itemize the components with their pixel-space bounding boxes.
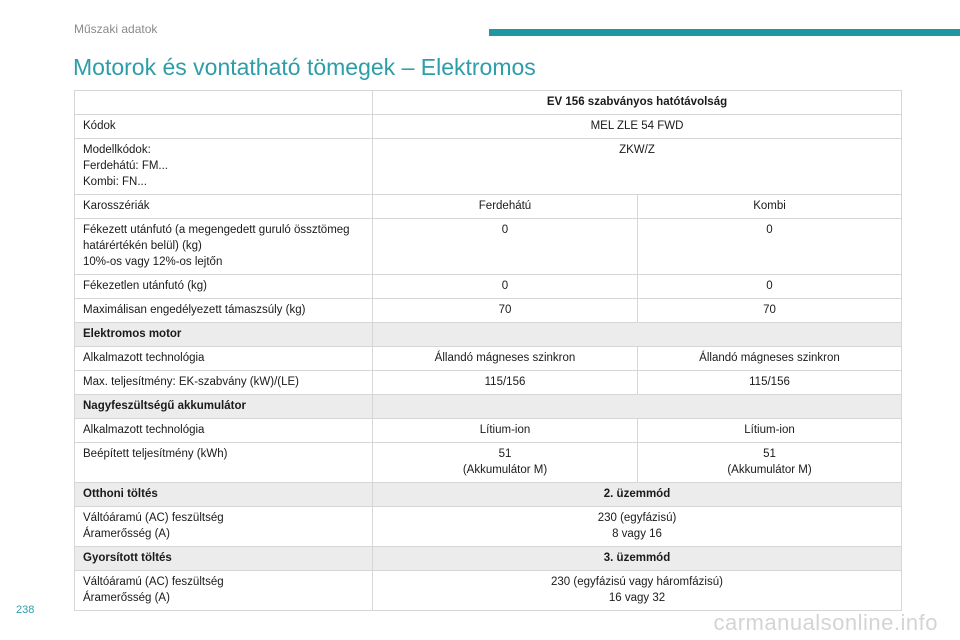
watermark-logo: carmanualsonline.info — [713, 610, 938, 635]
row-value: 0 — [373, 275, 638, 299]
row-value: 70 — [373, 299, 638, 323]
row-label: Modellkódok: Ferdehátú: FM... Kombi: FN... — [75, 139, 373, 195]
table-row — [75, 571, 902, 611]
table-row — [75, 347, 902, 371]
row-label: Fékezetlen utánfutó (kg) — [75, 275, 373, 299]
table-row — [75, 443, 902, 483]
header-accent-bar — [489, 29, 960, 36]
section-heading: Nagyfeszültségű akkumulátor — [75, 395, 373, 419]
table-section-row — [75, 323, 902, 347]
page-title: Motorok és vontatható tömegek – Elektromos — [73, 54, 536, 80]
table-row — [75, 371, 902, 395]
table-section-row — [75, 483, 902, 507]
row-value: Lítium-ion — [638, 419, 902, 443]
row-value: 51 (Akkumulátor M) — [638, 443, 902, 483]
table-row — [75, 195, 902, 219]
charging-mode: 2. üzemmód — [373, 483, 902, 507]
table-row — [75, 139, 902, 195]
row-label: Max. teljesítmény: EK-szabvány (kW)/(LE) — [75, 371, 373, 395]
table-row — [75, 275, 902, 299]
row-label: Váltóáramú (AC) feszültség Áramerősség (A) — [75, 571, 373, 611]
row-value: Állandó mágneses szinkron — [638, 347, 902, 371]
row-value: 115/156 — [638, 371, 902, 395]
row-value: Állandó mágneses szinkron — [373, 347, 638, 371]
row-value: 230 (egyfázisú vagy háromfázisú) 16 vagy 32 — [373, 571, 902, 611]
table-row — [75, 299, 902, 323]
section-heading-empty — [373, 395, 902, 419]
table-section-row — [75, 547, 902, 571]
table-header-empty — [75, 91, 373, 115]
row-label: Kódok — [75, 115, 373, 139]
table-row — [75, 115, 902, 139]
table-row — [75, 219, 902, 275]
spec-table — [74, 90, 902, 611]
row-value: 70 — [638, 299, 902, 323]
row-label: Fékezett utánfutó (a megengedett guruló össztömeg határértékén belül) (kg) 10%-os vagy 12%-os lejtőn — [75, 219, 373, 275]
row-label: Alkalmazott technológia — [75, 419, 373, 443]
section-heading: Elektromos motor — [75, 323, 373, 347]
charging-mode: 3. üzemmód — [373, 547, 902, 571]
section-heading-empty — [373, 323, 902, 347]
row-value: Kombi — [638, 195, 902, 219]
page-number: 238 — [16, 604, 35, 616]
row-value: 115/156 — [373, 371, 638, 395]
row-value: ZKW/Z — [373, 139, 902, 195]
row-value: 230 (egyfázisú) 8 vagy 16 — [373, 507, 902, 547]
row-label: Váltóáramú (AC) feszültség Áramerősség (A) — [75, 507, 373, 547]
row-value: Ferdehátú — [373, 195, 638, 219]
version-header: EV 156 szabványos hatótávolság — [373, 91, 902, 115]
section-label: Műszaki adatok — [74, 22, 158, 36]
section-heading: Gyorsított töltés — [75, 547, 373, 571]
row-value: 51 (Akkumulátor M) — [373, 443, 638, 483]
table-row — [75, 91, 902, 115]
row-label: Karosszériák — [75, 195, 373, 219]
row-value: Lítium-ion — [373, 419, 638, 443]
table-row — [75, 419, 902, 443]
row-value: 0 — [638, 275, 902, 299]
row-label: Alkalmazott technológia — [75, 347, 373, 371]
section-heading: Otthoni töltés — [75, 483, 373, 507]
table-section-row — [75, 395, 902, 419]
row-value: 0 — [373, 219, 638, 275]
row-value: 0 — [638, 219, 902, 275]
table-row — [75, 507, 902, 547]
row-label: Maximálisan engedélyezett támaszsúly (kg) — [75, 299, 373, 323]
row-value: MEL ZLE 54 FWD — [373, 115, 902, 139]
row-label: Beépített teljesítmény (kWh) — [75, 443, 373, 483]
